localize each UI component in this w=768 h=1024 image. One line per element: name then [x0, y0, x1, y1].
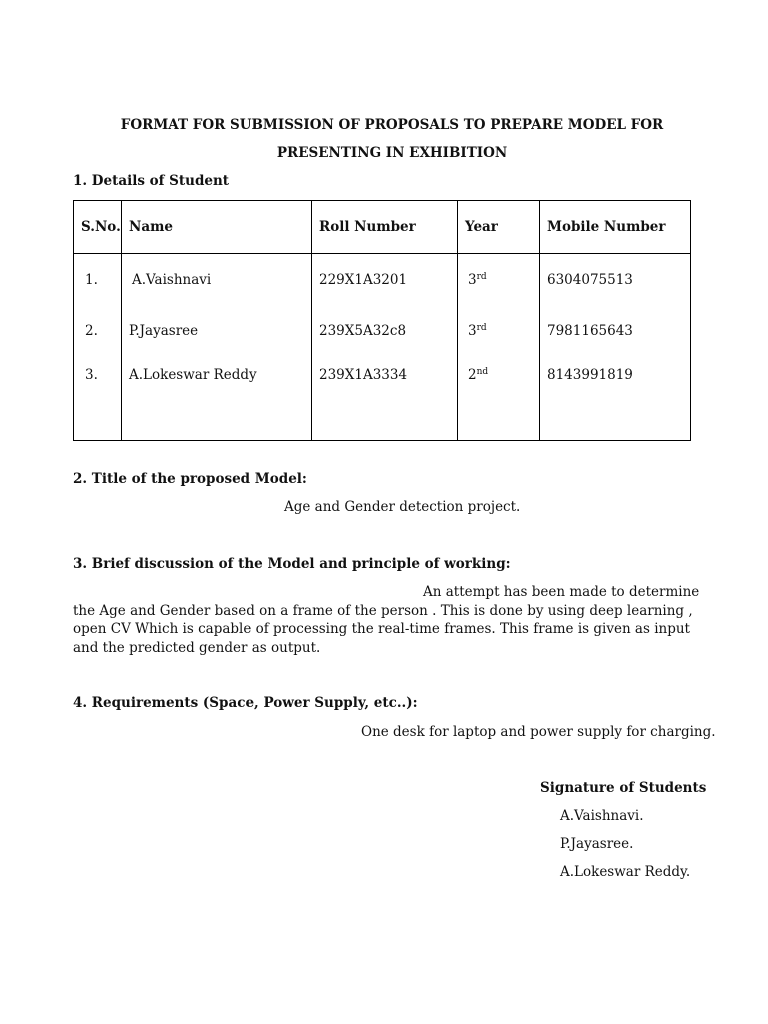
table-row — [74, 305, 691, 356]
column-header-sno: S.No. — [74, 201, 122, 254]
cell-year: 2nd — [458, 356, 540, 441]
model-description-paragraph — [73, 583, 713, 657]
model-title-text: Age and Gender detection project. — [284, 499, 521, 515]
cell-roll-number: 239X5A32c8 — [312, 305, 458, 356]
cell-year: 3rd — [458, 305, 540, 356]
column-header-roll-number: Roll Number — [312, 201, 458, 254]
section-4-heading: 4. Requirements (Space, Power Supply, etc..): — [73, 695, 418, 711]
cell-mobile-number: 7981165643 — [540, 305, 691, 356]
cell-year: 3rd — [458, 254, 540, 306]
table-header-row — [74, 201, 691, 254]
cell-sno: 3. — [74, 356, 122, 441]
section-3-heading: 3. Brief discussion of the Model and principle of working: — [73, 556, 511, 572]
signature-name: A.Vaishnavi. — [560, 808, 644, 824]
column-header-year: Year — [458, 201, 540, 254]
cell-sno: 1. — [74, 254, 122, 306]
table-row — [74, 254, 691, 306]
cell-name: A.Lokeswar Reddy — [122, 356, 312, 441]
column-header-mobile-number: Mobile Number — [540, 201, 691, 254]
description-first-line: An attempt has been made to determine — [423, 584, 700, 600]
signature-name: A.Lokeswar Reddy. — [560, 864, 691, 880]
signature-name: P.Jayasree. — [560, 836, 634, 852]
document-title-line-1: FORMAT FOR SUBMISSION OF PROPOSALS TO PREPARE MODEL FOR — [120, 117, 664, 133]
column-header-name: Name — [122, 201, 312, 254]
cell-mobile-number: 8143991819 — [540, 356, 691, 441]
section-1-heading: 1. Details of Student — [73, 173, 230, 189]
description-body: the Age and Gender based on a frame of the person . This is done by using deep learning , open CV Which is capable of processing the real-time frames. This frame is given as input and the predicted gender as output. — [73, 602, 693, 656]
signature-heading: Signature of Students — [540, 780, 707, 796]
student-details-table — [73, 200, 691, 441]
cell-roll-number: 229X1A3201 — [312, 254, 458, 306]
requirements-text: One desk for laptop and power supply for charging. — [361, 724, 716, 740]
table-row — [74, 356, 691, 441]
document-title-line-2: PRESENTING IN EXHIBITION — [276, 145, 508, 161]
cell-name: A.Vaishnavi — [122, 254, 312, 306]
section-2-heading: 2. Title of the proposed Model: — [73, 471, 307, 487]
cell-mobile-number: 6304075513 — [540, 254, 691, 306]
cell-roll-number: 239X1A3334 — [312, 356, 458, 441]
cell-name: P.Jayasree — [122, 305, 312, 356]
cell-sno: 2. — [74, 305, 122, 356]
